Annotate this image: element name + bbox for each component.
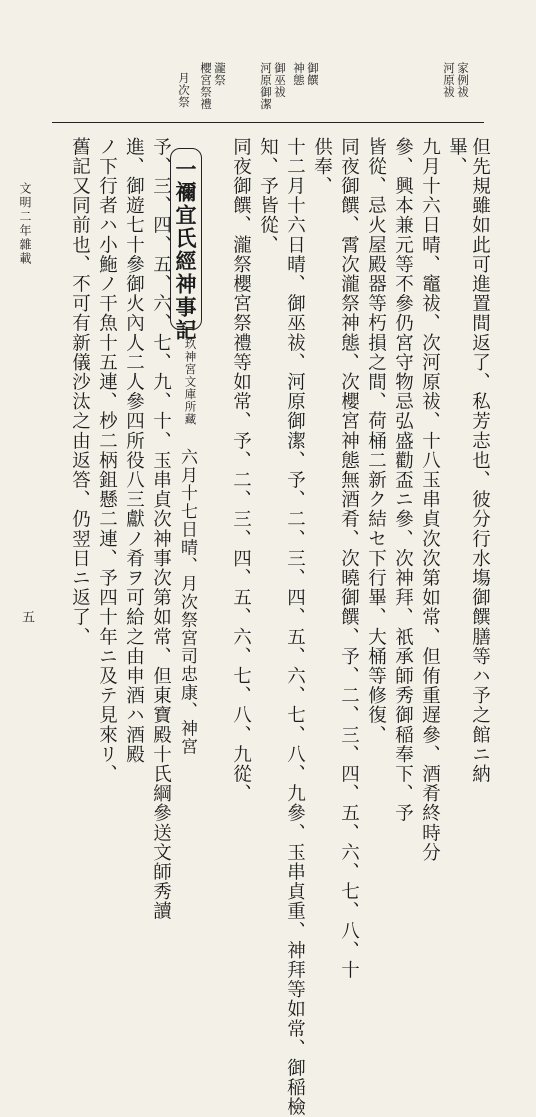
head-note: 河原御潔 (259, 62, 273, 110)
text-column: 畢、 (446, 137, 468, 177)
text-column: 予、三、四、五、六、七、九、十、玉串貞次神事次第如常、但東寶殿十氏綱參送文師秀讀 (150, 137, 172, 921)
head-note: 神態 (292, 62, 306, 86)
page-number: 五 (19, 610, 34, 623)
text-column: 知、予皆從、 (257, 137, 279, 255)
head-note: 月次祭 (177, 72, 191, 108)
text-column: 但先規雖如此可進置間返了、私芳志也、彼分行水塲御饌膳等ハ予之館ニ納 (469, 137, 491, 784)
head-note: 櫻宮祭禮 (199, 62, 213, 110)
head-rule (52, 122, 484, 123)
head-note: 家例祓 (456, 62, 470, 98)
text-column: 供奉、 (311, 137, 333, 196)
text-column: 皆從、忌火屋殿器等朽損之間、荷桶二新ク結セ下行畢、大桶等修復、 (365, 137, 387, 745)
text-column: 進、御遊七十參御火內人二人參四所役八三獻ノ肴ヲ可給之由申酒ハ酒殿 (123, 137, 145, 765)
text-column: 參、興本兼元等不參仍宮守物忌弘盛勸盃ニ參、次神拜、祇承師秀御稲奉下、予 (392, 137, 414, 823)
text-column: 舊記又同前也、不可有新儀沙汰之由返答、仍翌日ニ返了、 (69, 137, 91, 647)
text-column: 同夜御饌、霄次瀧祭神態、次櫻宮神態無酒肴、次曉御饌、予、二、三、四、五、六、七、八、十 (338, 137, 360, 980)
source-note: 玖神宮文庫所藏 (183, 338, 198, 426)
head-note: 御饌 (306, 62, 320, 86)
text-column: ノ下行者ハ小䰿ノ干魚十五連、杪二柄鉏懸二連、予四十年ニ及テ見來リ、 (96, 137, 118, 784)
text-column: 同夜御饌、瀧祭櫻宮祭禮等如常、予、二、三、四、五、六、七、八、九從、 (230, 137, 252, 804)
head-note: 河原祓 (442, 62, 456, 98)
text-column: 十二月十六日晴、御巫祓、河原御潔、予、二、三、四、五、六、七、八、九參、玉串貞重、神拜等如常、御稲檢 (284, 137, 306, 1117)
running-title: 文明二年雜載 (18, 182, 32, 266)
text-column: 九月十六日晴、竈祓、次河原祓、十八玉串貞次次第如常、但侑重遅參、酒肴終時分 (419, 137, 441, 863)
head-note: 御巫祓 (273, 62, 287, 98)
section-heading: 一禰宜氏經神事記 (173, 158, 198, 342)
text-column: 六月十七日晴、月次祭宮司忠康、神宮 (177, 448, 197, 756)
head-note: 瀧祭 (213, 62, 227, 86)
